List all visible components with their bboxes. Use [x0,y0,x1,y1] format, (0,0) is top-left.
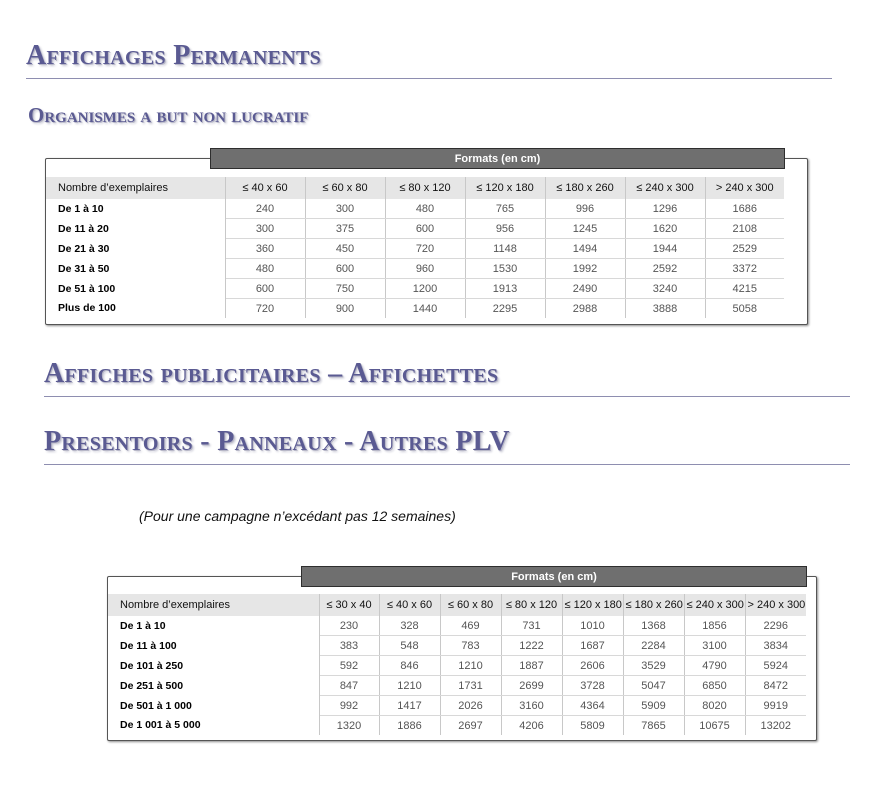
price-cell: 3372 [705,259,784,279]
row-label: De 1 001 à 5 000 [108,716,319,736]
price-cell: 1222 [501,636,562,656]
format-column-header: ≤ 40 x 60 [225,177,305,199]
price-cell: 600 [385,219,465,239]
price-cell: 720 [225,299,305,319]
format-column-header: ≤ 180 x 260 [545,177,625,199]
price-cell: 956 [465,219,545,239]
row-label-header: Nombre d’exemplaires [108,594,319,616]
table-row [108,696,806,716]
row-label: De 11 à 20 [46,219,225,239]
price-cell: 5047 [623,676,684,696]
price-cell: 2108 [705,219,784,239]
price-cell: 1620 [625,219,705,239]
price-cell: 6850 [684,676,745,696]
price-cell: 900 [305,299,385,319]
price-cell: 3529 [623,656,684,676]
price-cell: 1686 [705,199,784,219]
table-row [46,199,784,219]
format-column-header: ≤ 240 x 300 [625,177,705,199]
price-cell: 1944 [625,239,705,259]
format-column-header: ≤ 40 x 60 [379,594,440,616]
row-label: De 1 à 10 [46,199,225,219]
format-column-header: ≤ 120 x 180 [465,177,545,199]
price-cell: 847 [319,676,379,696]
row-label-header: Nombre d’exemplaires [46,177,225,199]
section-title-affiches-publicitaires: Affiches publicitaires – Affichettes [44,358,499,389]
campaign-note: (Pour une campagne n’excédant pas 12 semaines) [139,508,456,524]
price-cell: 3728 [562,676,623,696]
price-cell: 469 [440,616,501,636]
price-cell: 2699 [501,676,562,696]
price-cell: 10675 [684,716,745,736]
row-label: De 11 à 100 [108,636,319,656]
price-cell: 592 [319,656,379,676]
row-label: De 51 à 100 [46,279,225,299]
price-cell: 4790 [684,656,745,676]
row-label: De 501 à 1 000 [108,696,319,716]
price-cell: 383 [319,636,379,656]
price-cell: 4364 [562,696,623,716]
format-column-header: > 240 x 300 [745,594,806,616]
price-cell: 2490 [545,279,625,299]
price-cell: 2296 [745,616,806,636]
price-cell: 300 [225,219,305,239]
price-cell: 2295 [465,299,545,319]
row-label: De 31 à 50 [46,259,225,279]
table-row [46,219,784,239]
price-cell: 600 [225,279,305,299]
price-cell: 8472 [745,676,806,696]
price-cell: 1210 [379,676,440,696]
price-cell: 3160 [501,696,562,716]
table-row [108,616,806,636]
price-cell: 2606 [562,656,623,676]
price-cell: 8020 [684,696,745,716]
row-label: Plus de 100 [46,299,225,319]
format-column-header: ≤ 80 x 120 [385,177,465,199]
price-cell: 480 [385,199,465,219]
price-cell: 1417 [379,696,440,716]
price-cell: 480 [225,259,305,279]
price-cell: 600 [305,259,385,279]
price-cell: 5058 [732,302,757,315]
pricing-table-1 [46,177,784,318]
price-cell: 750 [305,279,385,299]
price-cell: 1320 [319,716,379,736]
price-cell: 1731 [440,676,501,696]
price-cell: 2697 [440,716,501,736]
table-row [46,299,784,319]
price-cell: 846 [379,656,440,676]
row-label: De 21 à 30 [46,239,225,259]
section-title-affichages-permanents: Affichages Permanents [26,40,322,71]
row-label: De 101 à 250 [108,656,319,676]
price-cell: 230 [319,616,379,636]
table-row [108,676,806,696]
price-cell: 2284 [623,636,684,656]
format-column-header: > 240 x 300 [705,177,784,199]
section-divider [44,464,850,465]
price-cell: 992 [319,696,379,716]
price-cell: 375 [305,219,385,239]
price-cell: 731 [501,616,562,636]
price-cell: 450 [305,239,385,259]
table-row [108,656,806,676]
table-row [46,259,784,279]
price-cell: 1886 [379,716,440,736]
price-cell: 765 [465,199,545,219]
price-cell: 1210 [440,656,501,676]
price-cell: 5909 [623,696,684,716]
price-cell: 996 [545,199,625,219]
price-cell: 240 [225,199,305,219]
price-cell: 1368 [623,616,684,636]
price-cell: 328 [379,616,440,636]
price-cell: 3834 [745,636,806,656]
row-label: De 1 à 10 [108,616,319,636]
row-label: De 251 à 500 [108,676,319,696]
price-cell: 1687 [562,636,623,656]
price-cell: 1200 [385,279,465,299]
format-column-header: ≤ 180 x 260 [623,594,684,616]
price-cell: 1010 [562,616,623,636]
price-cell: 5924 [745,656,806,676]
price-cell: 1245 [545,219,625,239]
formats-header-bar-1: Formats (en cm) [210,148,785,169]
format-column-header: ≤ 30 x 40 [319,594,379,616]
price-cell: 960 [385,259,465,279]
price-cell: 2592 [625,259,705,279]
price-cell: 4215 [705,279,784,299]
format-column-header: ≤ 60 x 80 [305,177,385,199]
table-row [108,636,806,656]
price-cell: 1296 [625,199,705,219]
price-cell: 5809 [562,716,623,736]
price-cell: 360 [225,239,305,259]
price-cell: 3888 [625,299,705,319]
format-column-header: ≤ 120 x 180 [562,594,623,616]
section-title-presentoirs: Presentoirs - Panneaux - Autres PLV [44,426,510,457]
price-cell: 1440 [385,299,465,319]
table-row [108,716,806,736]
price-cell: 2026 [440,696,501,716]
format-column-header: ≤ 240 x 300 [684,594,745,616]
price-cell: 4206 [501,716,562,736]
price-cell: 9919 [745,696,806,716]
section-divider [44,396,850,397]
section-subtitle-organismes: Organismes a but non lucratif [28,103,309,127]
price-cell: 1992 [545,259,625,279]
format-column-header: ≤ 80 x 120 [501,594,562,616]
price-cell: 13202 [760,719,792,732]
price-cell: 720 [385,239,465,259]
pricing-table-2 [108,594,806,735]
table-row [46,239,784,259]
price-cell: 300 [305,199,385,219]
section-divider [26,78,832,79]
price-cell: 548 [379,636,440,656]
price-cell: 7865 [623,716,684,736]
price-cell: 3100 [684,636,745,656]
price-cell: 2529 [705,239,784,259]
price-cell: 1494 [545,239,625,259]
price-cell: 3240 [625,279,705,299]
price-cell: 783 [440,636,501,656]
format-column-header: ≤ 60 x 80 [440,594,501,616]
formats-header-bar-2: Formats (en cm) [301,566,807,587]
price-cell: 1887 [501,656,562,676]
price-cell: 1913 [465,279,545,299]
price-cell: 1148 [465,239,545,259]
price-cell: 1856 [684,616,745,636]
price-cell: 2988 [545,299,625,319]
table-row [46,279,784,299]
price-cell: 1530 [465,259,545,279]
